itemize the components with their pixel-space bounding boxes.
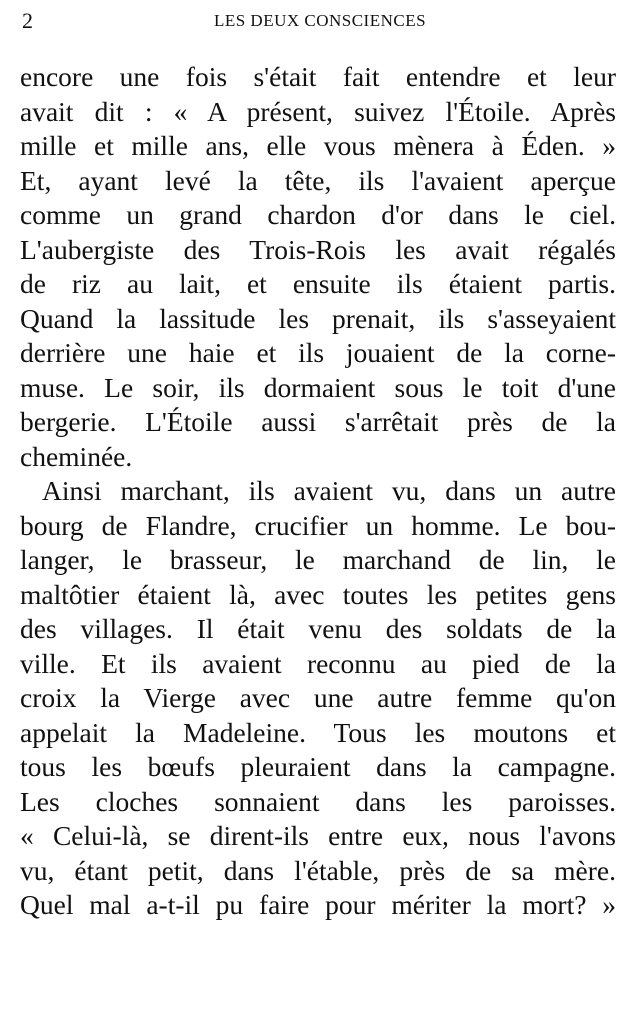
text-line: Quel mal a-t-il pu faire pour mériter la mort? » — [20, 889, 616, 920]
text-line: de riz au lait, et ensuite ils étaient partis. — [20, 268, 616, 299]
running-title: LES DEUX CONSCIENCES — [213, 11, 427, 30]
page-number: 2 — [22, 8, 33, 33]
text-line: avait dit : « A présent, suivez l'Étoile. Après — [20, 95, 616, 127]
text-line: derrière une haie et ils jouaient de la corne- — [20, 337, 616, 368]
text-line: muse. Le soir, ils dormaient sous le toit d'une — [20, 371, 616, 403]
text-line: Quand la lassitude les prenait, ils s'asseyaient — [20, 302, 616, 334]
text-line: bergerie. L'Étoile aussi s'arrêtait près de la — [20, 406, 616, 437]
text-line: Les cloches sonnaient dans les paroisses. — [20, 785, 616, 817]
text-line: bourg de Flandre, crucifier un homme. Le bou- — [20, 509, 616, 541]
text-line: croix la Vierge avec une autre femme qu'on — [20, 682, 616, 713]
text-line: des villages. Il était venu des soldats de la — [20, 613, 616, 644]
text-line: Et, ayant levé la tête, ils l'avaient aperçue — [20, 164, 616, 196]
text-line: langer, le brasseur, le marchand de lin, le — [20, 544, 616, 575]
body-text — [20, 60, 616, 923]
text-line: comme un grand chardon d'or dans le ciel. — [20, 199, 616, 230]
text-line: appelait la Madeleine. Tous les moutons et — [20, 716, 616, 748]
text-line: encore une fois s'était fait entendre et leur — [20, 61, 616, 92]
text-line: « Celui-là, se dirent-ils entre eux, nous l'avons — [20, 820, 616, 851]
text-line: Ainsi marchant, ils avaient vu, dans un autre — [42, 475, 616, 506]
page-header — [22, 6, 618, 36]
text-line: tous les bœufs pleuraient dans la campagne. — [20, 751, 616, 782]
text-line: ville. Et ils avaient reconnu au pied de la — [20, 647, 616, 679]
text-line: L'aubergiste des Trois-Rois les avait régalés — [20, 233, 616, 265]
text-line: cheminée. — [20, 440, 133, 472]
text-line: vu, étant petit, dans l'étable, près de sa mère. — [20, 854, 616, 886]
text-line: mille et mille ans, elle vous mènera à Éden. » — [20, 130, 616, 161]
text-line: maltôtier étaient là, avec toutes les petites gens — [20, 578, 616, 610]
